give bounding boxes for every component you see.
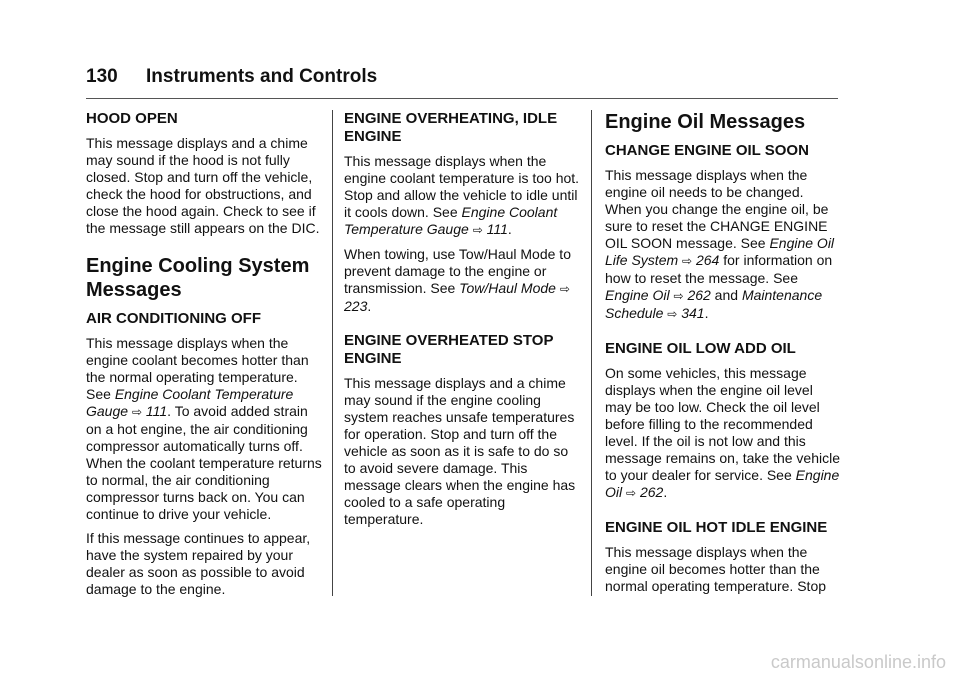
change-oil-heading: CHANGE ENGINE OIL SOON — [605, 142, 809, 159]
change-oil-text: This message displays when the engine oil needs to be changed. When you change the engine oil, be sure to reset the CHANGE ENGINE OIL SOON message. See Engine Oil Life System ⇨ 264 for information on how to reset the message. See Engine Oil ⇨ 262 and Maintenance Schedule ⇨ 341. — [605, 167, 835, 321]
engine-oil-heading: Engine Oil Messages — [605, 111, 806, 133]
page-ref[interactable]: 111 — [145, 403, 168, 419]
header-divider — [86, 98, 838, 99]
overheating-idle-text: This message displays when the engine coolant temperature is too hot. Stop and allow the vehicle to idle until it cools down. See Engine Coolant Temperature Gauge ⇨ 111. — [344, 153, 580, 237]
page-ref[interactable]: 262 — [639, 484, 664, 500]
ref-link[interactable]: Engine Coolant Temperature Gauge — [86, 386, 294, 419]
watermark: carmanualsonline.info — [770, 652, 946, 672]
page-ref[interactable]: 111 — [486, 221, 508, 237]
ref-link[interactable]: Engine Oil — [605, 467, 840, 500]
page-ref-icon: ⇨ — [626, 486, 637, 500]
ac-off-heading: AIR CONDITIONING OFF — [86, 310, 261, 327]
page-ref-icon: ⇨ — [559, 282, 570, 296]
page-header — [86, 66, 838, 100]
page-ref[interactable]: 262 — [687, 287, 711, 303]
hood-open-heading: HOOD OPEN — [86, 110, 178, 127]
ac-off-text: This message displays when the engine coolant becomes hotter than the normal operating temperature. See Engine Coolant Temperature Gauge ⇨ 111. To avoid added strain on a hot engine, the air conditioning compressor automatically turns off. When the coolant temperature returns to normal, the air conditioning compressor turns back on. You can continue to drive your vehicle. — [86, 335, 322, 522]
column-divider — [332, 110, 333, 596]
column-middle — [344, 110, 580, 535]
column-left — [86, 110, 322, 605]
towing-text: When towing, use Tow/Haul Mode to prevent damage to the engine or transmission. See Tow/Haul Mode ⇨ 223. — [344, 246, 571, 314]
overheated-stop-heading: ENGINE OVERHEATED STOP ENGINE — [344, 332, 554, 367]
page-ref-icon: ⇨ — [673, 289, 684, 303]
ref-link[interactable]: Tow/Haul Mode — [459, 280, 556, 296]
ref-link[interactable]: Engine Oil Life System — [605, 235, 835, 268]
hood-open-text: This message displays and a chime may sound if the hood is not fully closed. Stop and turn off the vehicle, check the hood for obstructions, and close the hood again. Check to see if the message still appears on the DIC. — [86, 135, 320, 236]
ref-link[interactable]: Maintenance Schedule — [605, 287, 823, 321]
section-title: Instruments and Controls — [146, 66, 378, 87]
page-ref[interactable]: 341 — [681, 305, 705, 321]
ref-link[interactable]: Engine Oil — [605, 287, 670, 303]
column-right — [605, 110, 841, 602]
oil-low-heading: ENGINE OIL LOW ADD OIL — [605, 340, 796, 357]
page-ref-icon: ⇨ — [472, 223, 483, 237]
overheating-idle-heading: ENGINE OVERHEATING, IDLE ENGINE — [344, 110, 558, 145]
oil-low-text: On some vehicles, this message displays when the engine oil level may be too low. Check the oil level before filling to the recommended level. If the oil is not low and this message remains on, take the vehicle to your dealer for service. See Engine Oil ⇨ 262. — [605, 365, 841, 500]
page-ref[interactable]: 264 — [695, 252, 720, 268]
engine-cooling-heading: Engine Cooling System Messages — [86, 255, 310, 301]
page-ref[interactable]: 223 — [344, 298, 368, 314]
column-divider — [591, 110, 592, 596]
overheated-stop-text: This message displays and a chime may sound if the engine cooling system reaches unsafe temperatures for operation. Stop and turn off the vehicle as soon as it is safe to do so to avoid severe damage. This message clears when the engine has cooled to a safe operating temperature. — [344, 375, 576, 527]
page-ref-icon: ⇨ — [682, 254, 693, 268]
page-ref-icon: ⇨ — [131, 405, 142, 419]
ref-link[interactable]: Engine Coolant Temperature Gauge — [344, 204, 558, 237]
oil-hot-heading: ENGINE OIL HOT IDLE ENGINE — [605, 519, 828, 536]
ac-off-text-2: If this message continues to appear, have the system repaired by your dealer as soon as possible to avoid damage to the engine. — [86, 530, 311, 597]
page-ref-icon: ⇨ — [667, 307, 678, 321]
oil-hot-text: This message displays when the engine oil becomes hotter than the normal operating temperature. Stop — [605, 544, 827, 594]
page-number: 130 — [86, 66, 118, 87]
